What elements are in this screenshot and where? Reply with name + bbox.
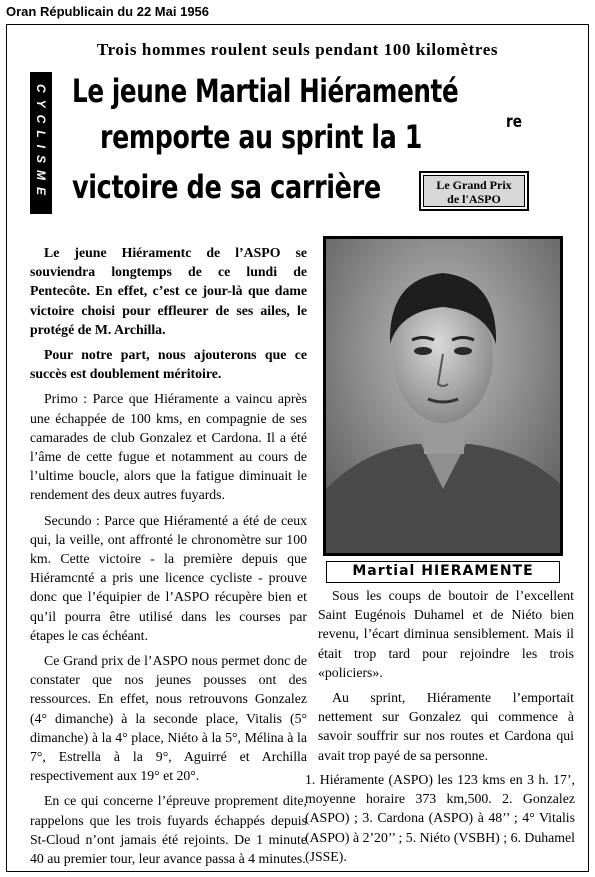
portrait-photo (323, 236, 563, 556)
body-paragraph: Secundo : Parce que Hiéramenté a été de ceux qui, la veille, ont affronté le chronomètre sur 100 km. Cette victoire - la première depuis que Hiéramcnté a pris une licence cycliste - prouve donc que l’équipier de l’ASPO récupère bien et qu’il pourra être utilisé dans les courses par étapes le cas échéant. (30, 512, 307, 643)
section-label-bar (30, 72, 52, 214)
headline-line-3: victoire de sa carrière (72, 168, 381, 206)
badge-line-2: de l'ASPO (447, 192, 501, 206)
newspaper-source-line: Oran Républicain du 22 Mai 1956 (6, 4, 210, 19)
portrait-illustration (326, 239, 560, 553)
body-paragraph: Au sprint, Hiéramente l’emportait nettement sur Gonzalez qui commence à savoir souffrir sur nos routes et Cardona qui avait trop payé de sa personne. (318, 690, 574, 763)
badge-line-1: Le Grand Prix (436, 178, 512, 192)
race-results (305, 770, 575, 866)
body-paragraph: Primo : Parce que Hiéramente a vaincu après une échappée de 100 kms, en compagnie de ses camarades de club Gonzalez et Cardona. Il a été l’âme de cette fugue et notamment au cours de l’ultime boucle, alors que la fatigue diminuait le rendement des deux autres fuyards. (30, 391, 307, 503)
left-text-column (30, 243, 307, 874)
body-paragraph: En ce qui concerne l’épreuve proprement dite, rappelons que les trois fuyards échappés depuis St-Cloud n’ont jamais été rejoints. De 1 minute 40 au premier tour, leur avance passa à 4 minutes. (30, 793, 307, 867)
body-paragraph: Sous les coups de boutoir de l’excellent Saint Eugénois Duhamel et de Niéto bien revenu, l’écart diminua sensiblement. Mais il était trop tard pour rejoindre les trois «policiers». (318, 588, 574, 680)
headline-superscript: re (506, 112, 522, 132)
portrait-photo-image (326, 239, 560, 553)
right-text-column (318, 586, 574, 771)
article-kicker: Trois hommes roulent seuls pendant 100 kilomètres (96, 40, 499, 59)
results-text: 1. Hiéramente (ASPO) les 123 kms en 3 h. 17’, moyenne horaire 373 km,500. 2. Gonzalez (ASPO) ; 3. Cardona (ASPO) à 48’’ ; 4° Vitalis (ASPO) à 2’20’’ ; 5. Niéto (VSBH) ; 6. Duhamel (JSSE). (305, 772, 575, 864)
grand-prix-badge-inner (423, 175, 525, 207)
lead-paragraph-2: Pour notre part, nous ajouterons que ce succès est doublement méritoire. (30, 347, 307, 382)
body-paragraph: Ce Grand prix de l’ASPO nous permet donc de constater que nos jeunes pousses ont des ressources. En effet, nous retrouvons Gonzalez (4° dimanche) à la seconde place, Vitalis (5° dimanche) à la 4° place, Niéto à la 5°, Mélina à la 7°, Estrella à la 9°, Aguirré et Archilla respectivement aux 19° et 20°. (30, 653, 307, 784)
photo-caption: Martial HIERAMENTE (326, 561, 560, 583)
grand-prix-badge (419, 171, 529, 211)
headline-line-1: Le jeune Martial Hiéramenté (72, 72, 459, 110)
lead-paragraph: Le jeune Hiéramentc de l’ASPO se souviendra longtemps de ce lundi de Pentecôte. En effet, c’est ce jour-là que dame victoire choisi pour effleurer de ses ailes, le protégé de M. Archilla. (30, 245, 307, 337)
headline-line-2: remporte au sprint la 1 (100, 118, 422, 156)
section-label: CYCLISME (34, 83, 48, 202)
